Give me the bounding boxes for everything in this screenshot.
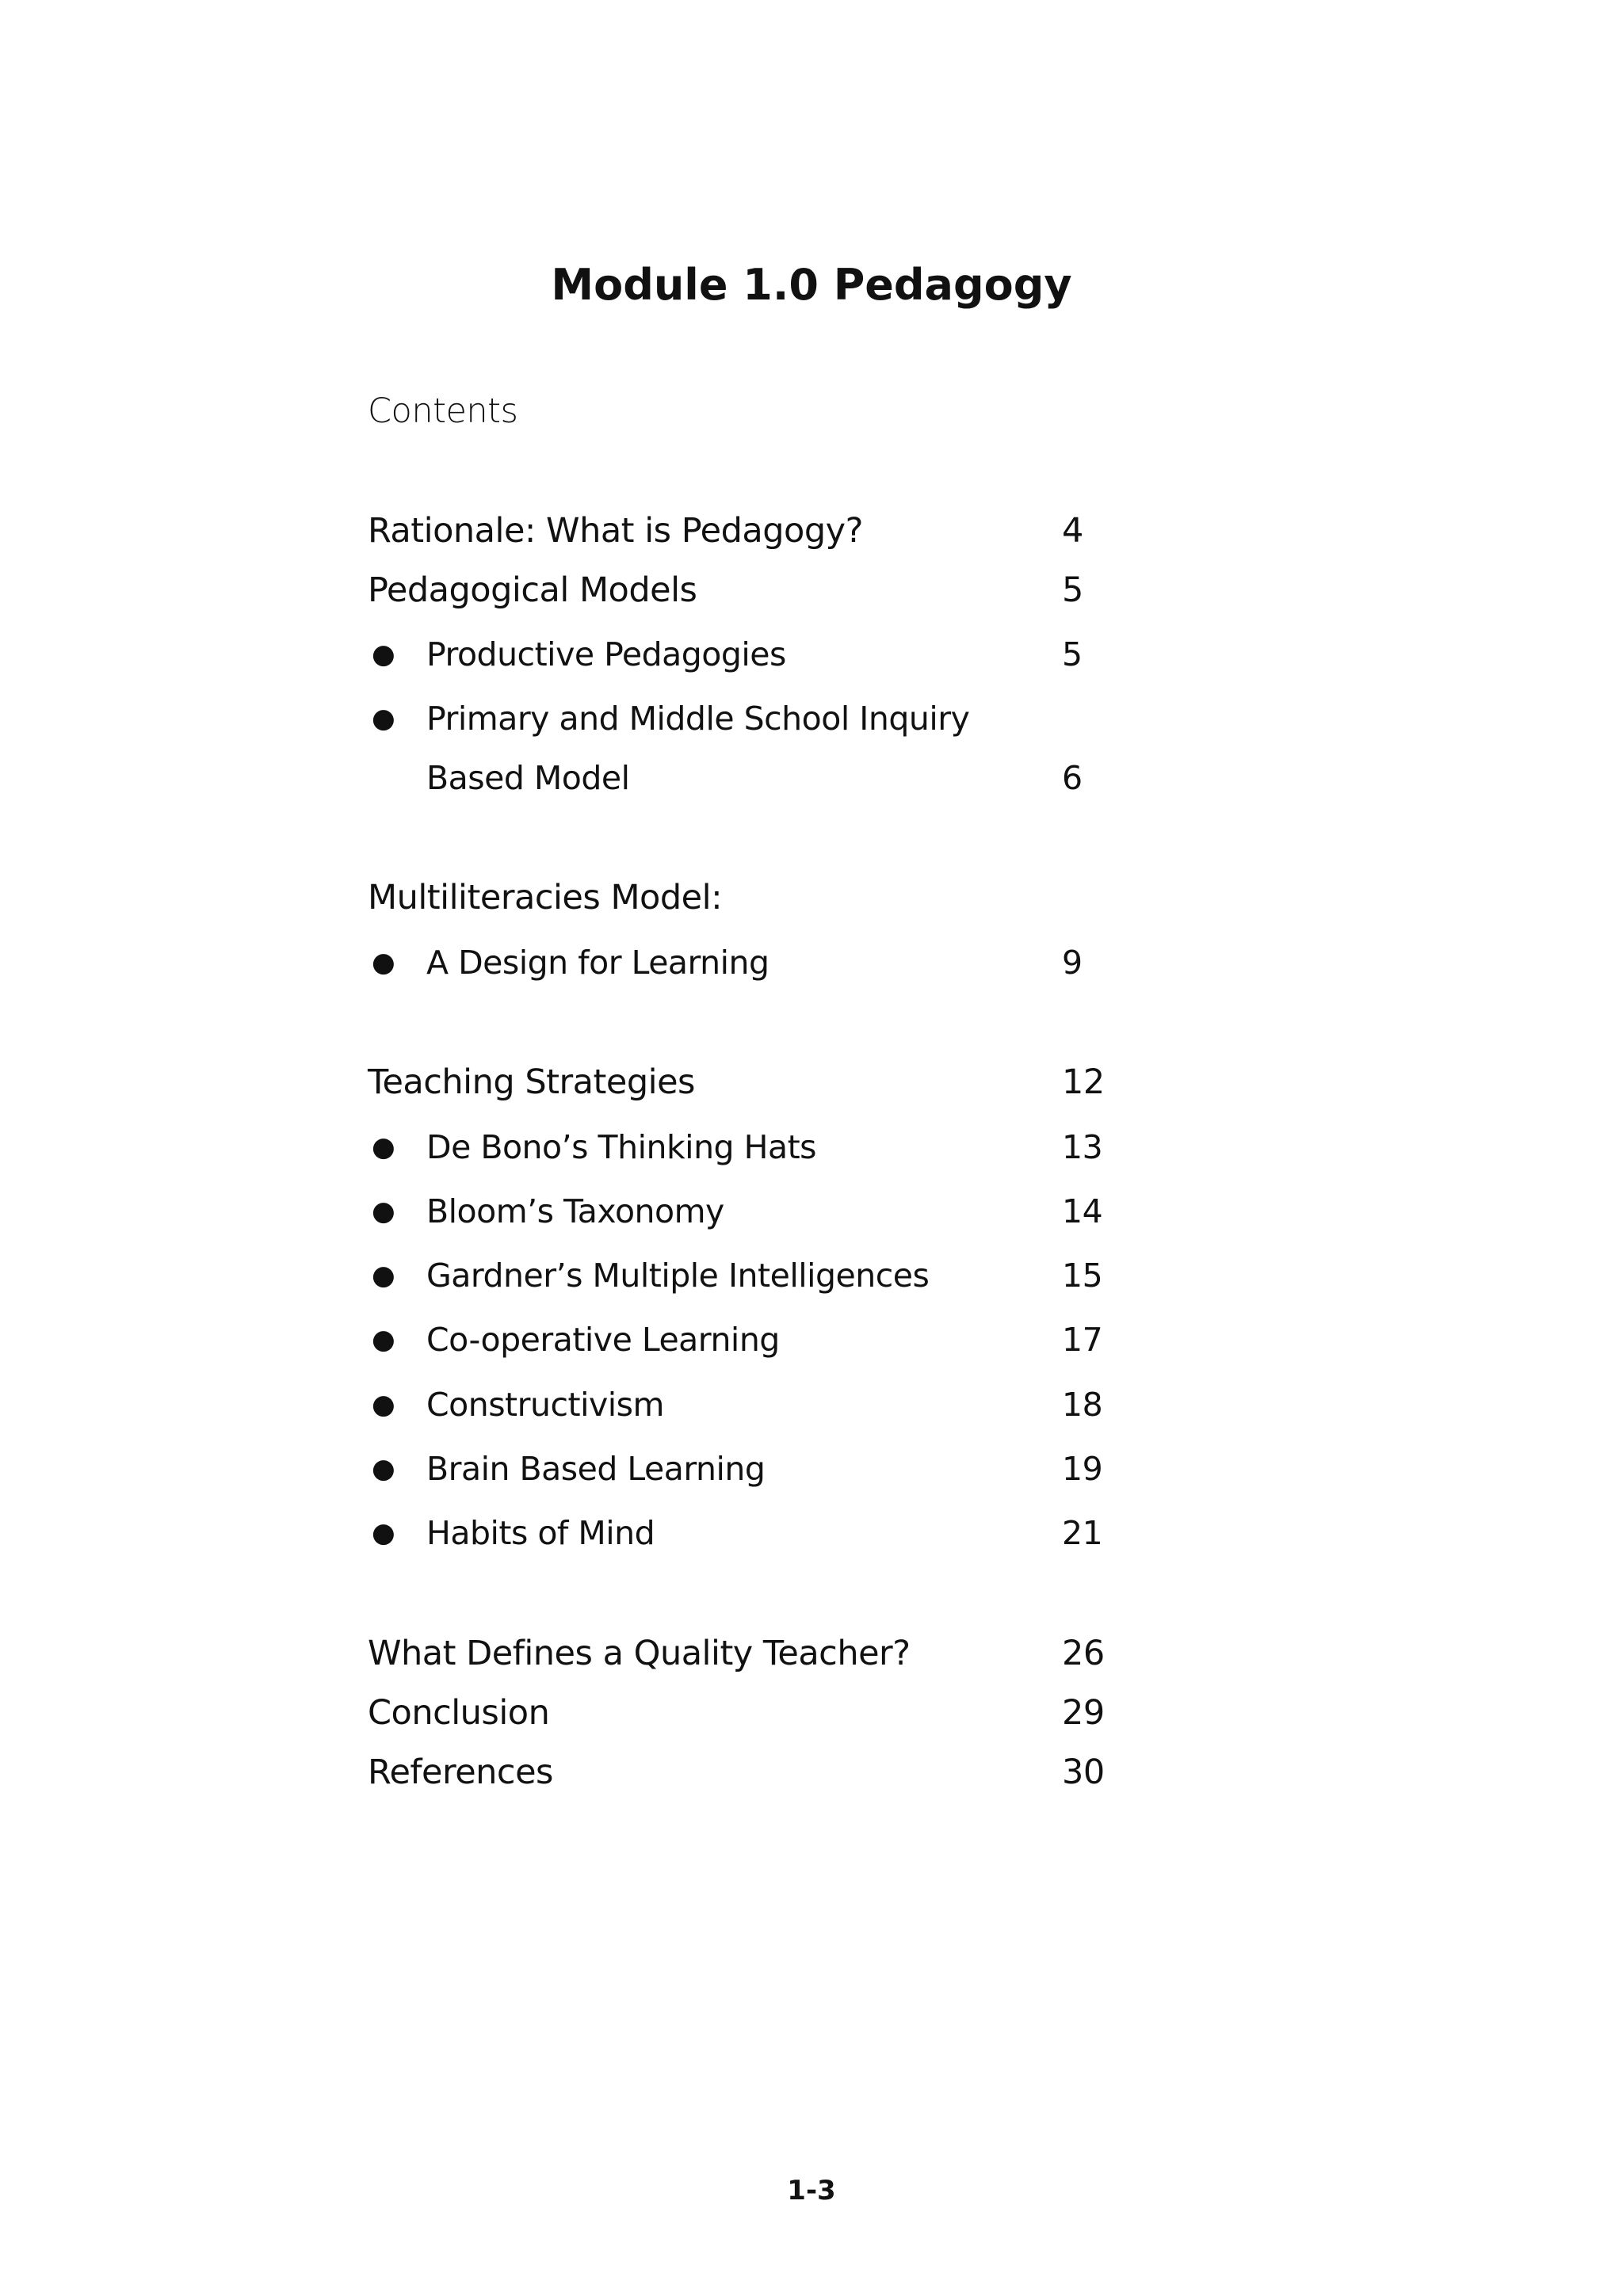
toc-entry-blooms-taxonomy[interactable] — [368, 1184, 1113, 1239]
toc-entry-page-number: 13 — [1062, 1128, 1103, 1166]
toc-entry-label: References — [368, 1753, 553, 1792]
toc-entry-quality-teacher[interactable] — [368, 1626, 1113, 1681]
toc-entry-label: Habits of Mind — [426, 1514, 655, 1552]
toc-entry-label: Teaching Strategies — [368, 1062, 695, 1102]
toc-entry-label: Rationale: What is Pedagogy? — [368, 511, 863, 551]
toc-entry-page-number: 9 — [1062, 944, 1083, 982]
toc-entry-pedagogical-models[interactable] — [368, 563, 1113, 618]
toc-entry-label: Multiliteracies Model: — [368, 878, 723, 917]
toc-entry-label: Primary and Middle School Inquiry — [426, 700, 970, 738]
toc-entry-label: Constructivism — [426, 1386, 664, 1424]
toc-entry-inquiry-model-continued[interactable] — [368, 750, 1113, 806]
toc-entry-thinking-hats[interactable] — [368, 1119, 1113, 1175]
toc-entry-teaching-strategies[interactable] — [368, 1055, 1113, 1110]
toc-entry-label: Brain Based Learning — [426, 1450, 766, 1488]
bullet-icon: ● — [372, 1324, 395, 1356]
toc-entry-cooperative-learning[interactable] — [368, 1312, 1113, 1367]
page-number: 1-3 — [787, 2175, 836, 2206]
toc-entry-page-number: 12 — [1062, 1062, 1105, 1102]
toc-entry-multiliteracies-model[interactable] — [368, 870, 1113, 925]
toc-entry-label: Gardner’s Multiple Intelligences — [426, 1257, 930, 1295]
toc-entry-page-number: 29 — [1062, 1693, 1105, 1733]
bullet-icon: ● — [372, 1517, 395, 1549]
toc-entry-page-number: 5 — [1062, 635, 1083, 673]
contents-heading: Contents — [368, 391, 518, 431]
bullet-icon: ● — [372, 947, 395, 978]
toc-entry-label: Bloom’s Taxonomy — [426, 1192, 724, 1230]
toc-entry-label: Productive Pedagogies — [426, 635, 786, 673]
bullet-icon: ● — [372, 703, 395, 734]
toc-entry-page-number: 26 — [1062, 1634, 1105, 1673]
page-title: Module 1.0 Pedagogy — [551, 260, 1072, 310]
toc-entry-page-number: 5 — [1062, 570, 1083, 610]
toc-entry-rationale[interactable] — [368, 503, 1113, 559]
toc-entry-label: De Bono’s Thinking Hats — [426, 1128, 817, 1166]
toc-entry-brain-based-learning[interactable] — [368, 1441, 1113, 1497]
toc-entry-label: A Design for Learning — [426, 944, 769, 982]
toc-entry-multiple-intelligences[interactable] — [368, 1248, 1113, 1303]
toc-entry-label: Co-operative Learning — [426, 1321, 780, 1359]
toc-entry-label: Based Model — [426, 759, 630, 797]
toc-entry-design-for-learning[interactable] — [368, 935, 1113, 990]
toc-entry-page-number: 4 — [1062, 511, 1083, 551]
toc-entry-habits-of-mind[interactable] — [368, 1505, 1113, 1561]
toc-entry-label: Pedagogical Models — [368, 570, 697, 610]
toc-entry-constructivism[interactable] — [368, 1377, 1113, 1432]
bullet-icon: ● — [372, 1260, 395, 1291]
toc-entry-label: Conclusion — [368, 1693, 550, 1733]
toc-entry-productive-pedagogies[interactable] — [368, 627, 1113, 682]
toc-entry-conclusion[interactable] — [368, 1685, 1113, 1741]
toc-entry-page-number: 17 — [1062, 1321, 1103, 1359]
toc-entry-page-number: 18 — [1062, 1386, 1103, 1424]
bullet-icon: ● — [372, 1453, 395, 1485]
toc-entry-page-number: 14 — [1062, 1192, 1103, 1230]
bullet-icon: ● — [372, 639, 395, 670]
toc-entry-page-number: 19 — [1062, 1450, 1103, 1488]
toc-entry-page-number: 6 — [1062, 759, 1083, 797]
toc-entry-page-number: 21 — [1062, 1514, 1103, 1552]
toc-entry-page-number: 30 — [1062, 1753, 1105, 1792]
toc-entry-references[interactable] — [368, 1745, 1113, 1800]
bullet-icon: ● — [372, 1131, 395, 1163]
bullet-icon: ● — [372, 1196, 395, 1227]
bullet-icon: ● — [372, 1389, 395, 1421]
toc-entry-page-number: 15 — [1062, 1257, 1103, 1295]
toc-entry-inquiry-model[interactable] — [368, 691, 1113, 746]
toc-entry-label: What Defines a Quality Teacher? — [368, 1634, 911, 1673]
